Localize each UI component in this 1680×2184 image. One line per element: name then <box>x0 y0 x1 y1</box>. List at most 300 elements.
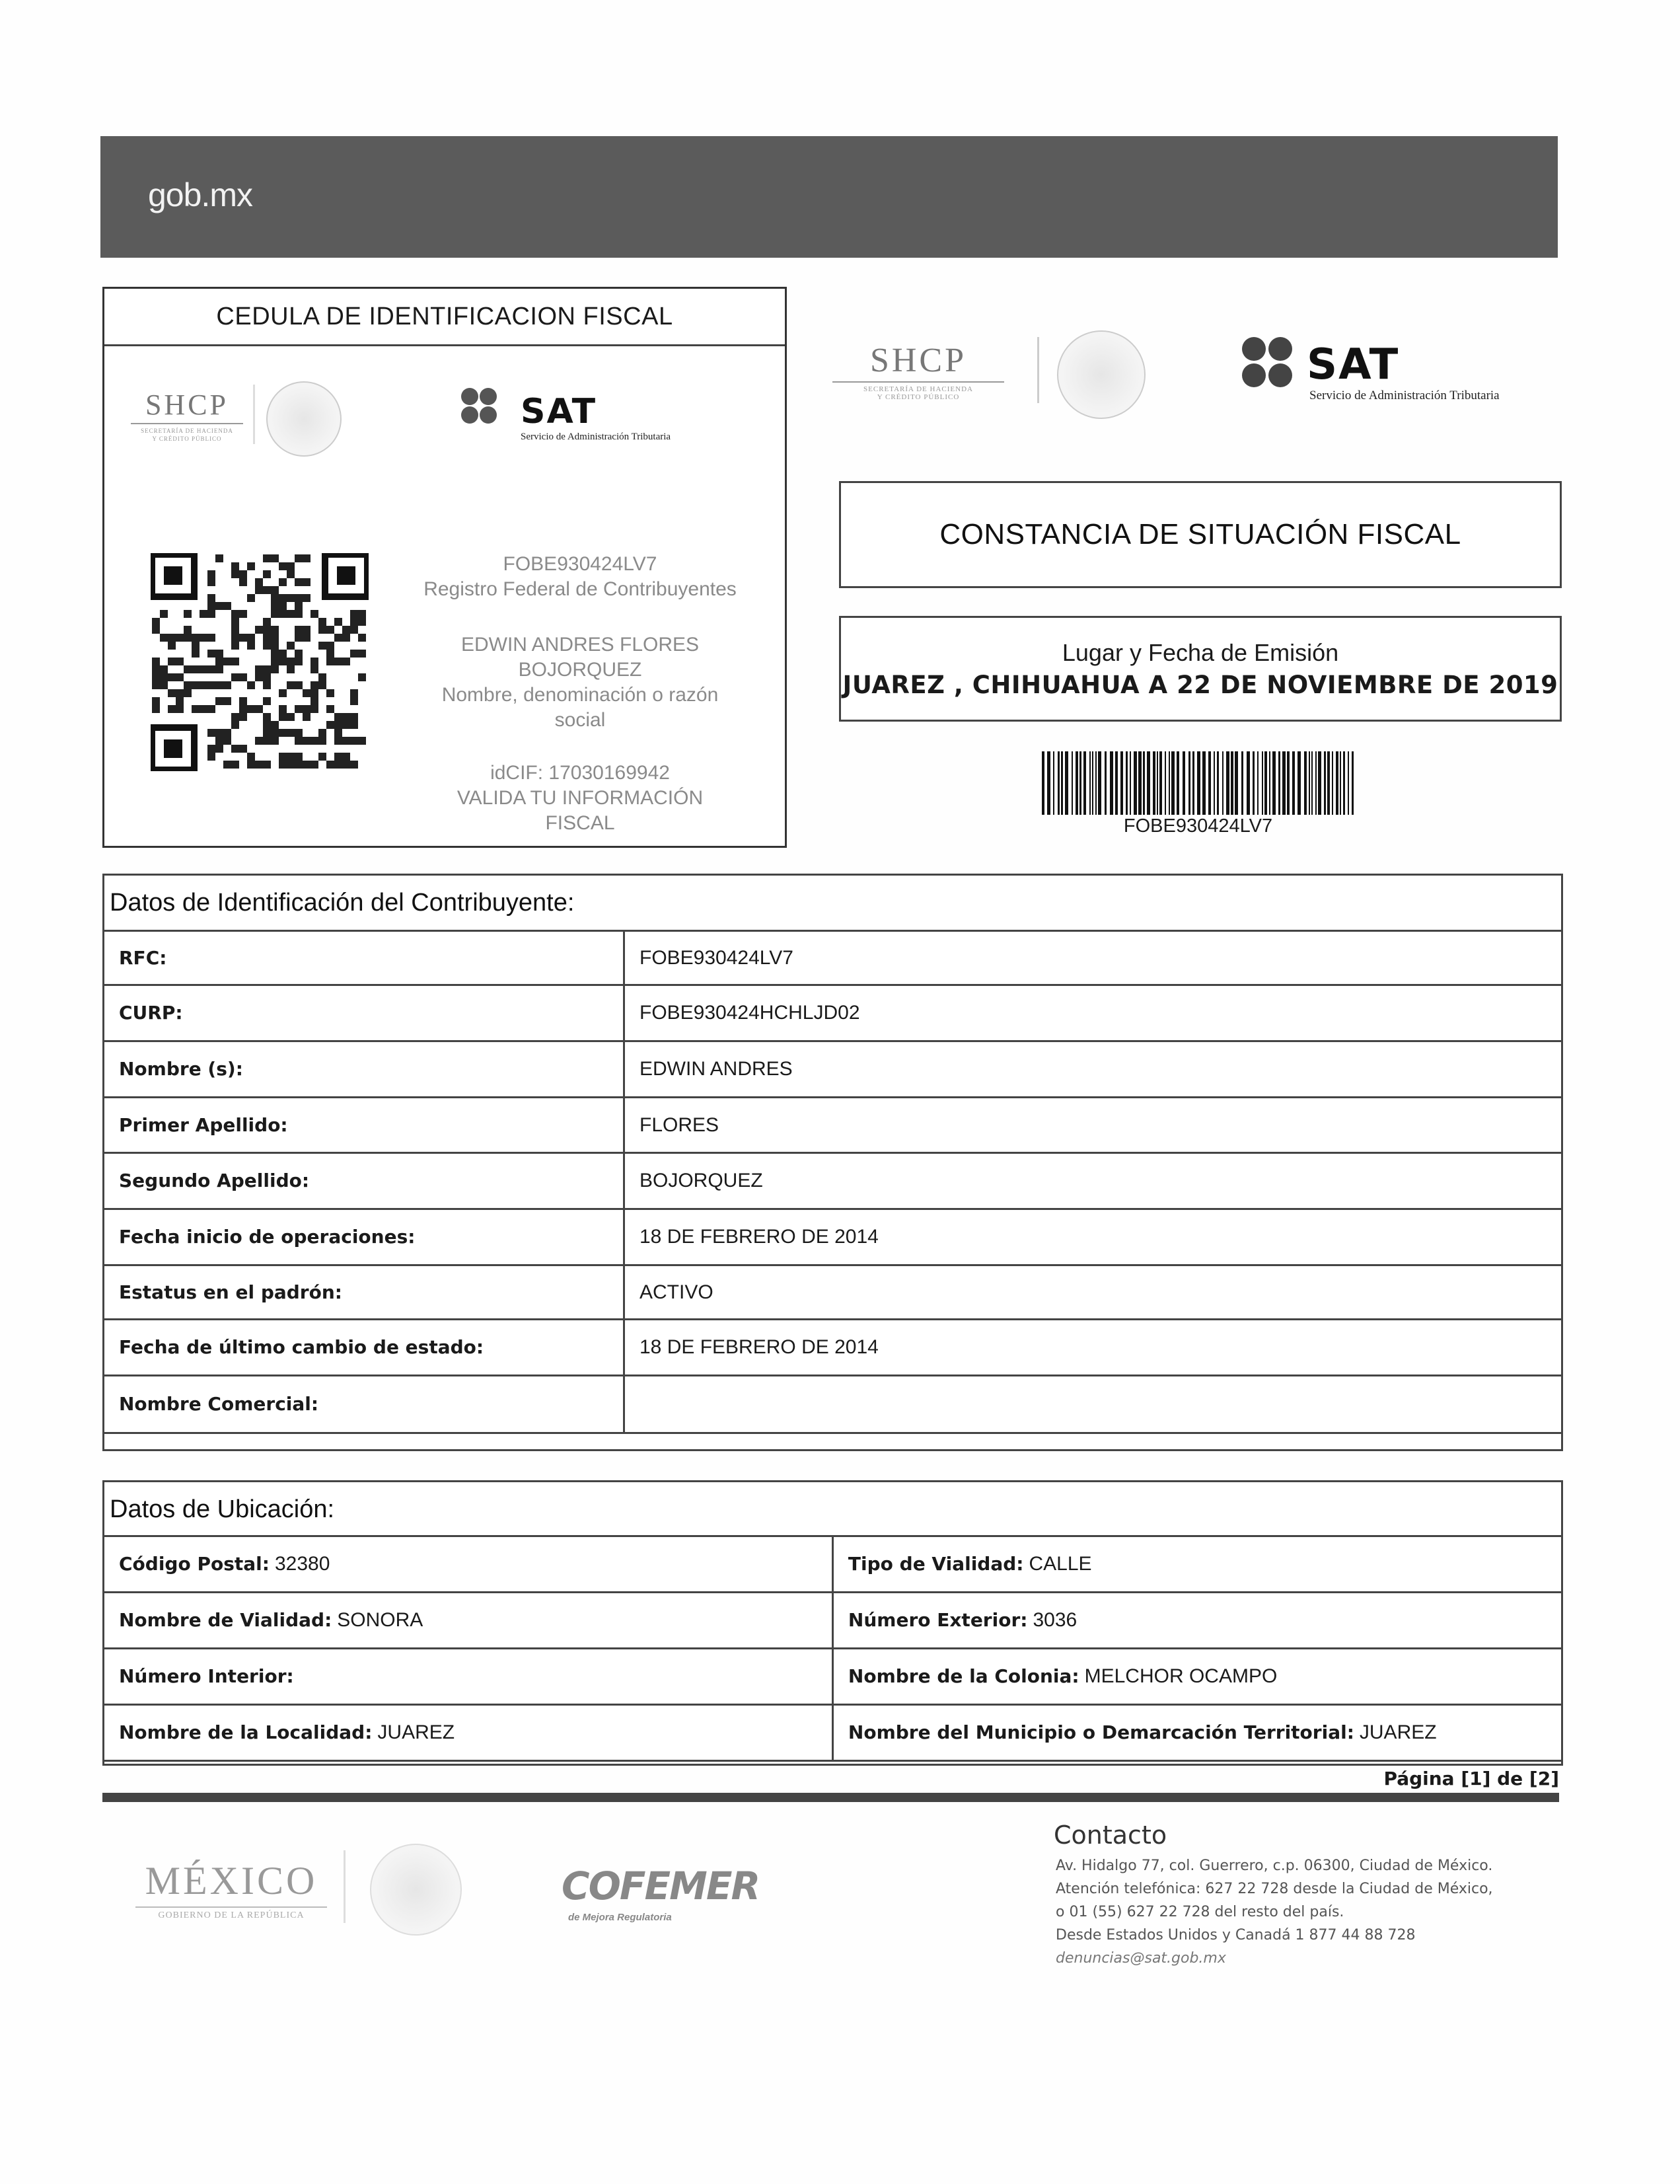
barcode-text: FOBE930424LV7 <box>1123 815 1273 837</box>
field-value: BOJORQUEZ <box>639 1170 763 1191</box>
barcode-bar <box>1217 751 1219 815</box>
qr-module <box>231 713 239 721</box>
table-row <box>104 1209 1562 1265</box>
qr-module <box>271 594 279 602</box>
cedula-card <box>102 287 787 848</box>
qr-module <box>310 610 318 618</box>
constancia-title: CONSTANCIA DE SITUACIÓN FISCAL <box>939 518 1461 550</box>
qr-module <box>279 729 287 737</box>
qr-module <box>350 697 358 705</box>
qr-module <box>255 578 263 586</box>
qr-module <box>334 618 342 626</box>
qr-module <box>231 562 239 570</box>
sat-logo-text: SAT <box>1307 340 1400 389</box>
field-label: Primer Apellido: <box>119 1113 288 1136</box>
field-label: Nombre de la Localidad: <box>119 1721 373 1743</box>
qr-module <box>310 705 318 713</box>
qr-module <box>168 689 176 697</box>
barcode-bar <box>1153 751 1155 815</box>
qr-module <box>168 673 176 681</box>
qr-module <box>263 665 271 673</box>
qr-module <box>303 594 310 602</box>
qr-module <box>295 737 303 745</box>
cedula-rfc: FOBE930424LV7 <box>503 553 657 575</box>
qr-module <box>184 634 192 642</box>
contact-email[interactable]: denuncias@sat.gob.mx <box>1056 1950 1226 1967</box>
qr-module <box>184 665 192 673</box>
barcode-bar <box>1269 751 1270 815</box>
qr-module <box>231 761 239 769</box>
barcode-bar <box>1282 751 1286 815</box>
barcode-bar <box>1292 751 1295 815</box>
qr-module <box>223 729 231 737</box>
barcode-bar <box>1089 751 1091 815</box>
barcode-bar <box>1065 751 1068 815</box>
barcode-bar <box>1095 751 1097 815</box>
qr-module <box>231 618 239 626</box>
qr-module <box>263 626 271 634</box>
qr-module <box>263 713 271 721</box>
qr-module <box>342 737 350 745</box>
barcode-bar <box>1287 751 1290 815</box>
qr-module <box>279 713 287 721</box>
qr-module <box>303 737 310 745</box>
qr-module <box>192 681 200 689</box>
qr-module <box>223 697 231 705</box>
field-value: SONORA <box>337 1609 423 1631</box>
barcode-bar <box>1188 751 1190 815</box>
qr-module <box>263 697 271 705</box>
sat-subtitle: Servicio de Administración Tributaria <box>1309 389 1500 402</box>
qr-module <box>160 634 168 642</box>
field-value: 32380 <box>274 1553 330 1575</box>
emission-label: Lugar y Fecha de Emisión <box>1062 639 1339 666</box>
qr-module <box>350 761 358 769</box>
qr-module <box>295 602 303 610</box>
qr-module <box>207 705 215 713</box>
qr-module <box>239 578 247 586</box>
qr-module <box>279 594 287 602</box>
qr-module <box>342 626 350 634</box>
qr-module <box>303 554 310 562</box>
qr-module <box>255 705 263 713</box>
barcode-bar <box>1253 751 1255 815</box>
qr-module <box>279 610 287 618</box>
field-label: Nombre Comercial: <box>119 1393 319 1415</box>
national-seal-icon <box>266 381 342 457</box>
qr-module <box>326 650 334 658</box>
qr-module <box>184 610 192 618</box>
qr-module <box>168 642 176 650</box>
qr-module <box>279 650 287 658</box>
field-label: Fecha inicio de operaciones: <box>119 1226 416 1248</box>
field-value: FLORES <box>639 1113 719 1136</box>
table-row <box>104 1593 1562 1649</box>
table-row <box>104 1649 1562 1705</box>
cedula-validate-2[interactable]: FISCAL <box>545 812 615 834</box>
qr-module <box>215 697 223 705</box>
ubicacion-title: Datos de Ubicación: <box>110 1495 335 1523</box>
qr-module <box>318 753 326 761</box>
barcode-bar <box>1202 751 1206 815</box>
qr-module <box>152 665 160 673</box>
qr-module <box>271 642 279 650</box>
cedula-rfc-label: Registro Federal de Contribuyentes <box>423 578 737 600</box>
qr-module <box>271 721 279 729</box>
field-label: Número Interior: <box>119 1665 294 1687</box>
qr-module <box>223 681 231 689</box>
contact-title: Contacto <box>1054 1821 1167 1850</box>
logo-divider <box>1037 337 1039 403</box>
qr-module <box>303 689 310 697</box>
qr-module <box>350 650 358 658</box>
barcode-bar <box>1047 751 1050 815</box>
qr-module <box>263 681 271 689</box>
field-value: 18 DE FEBRERO DE 2014 <box>639 1226 879 1248</box>
table-row <box>104 1098 1562 1153</box>
barcode-bar <box>1126 751 1128 815</box>
qr-module <box>207 665 215 673</box>
barcode-bar <box>1343 751 1345 815</box>
pagination: Página [1] de [2] <box>1383 1768 1559 1789</box>
qr-module <box>184 626 192 634</box>
qr-module <box>287 562 295 570</box>
qr-module <box>303 626 310 634</box>
barcode-bar <box>1348 751 1349 815</box>
qr-module <box>271 554 279 562</box>
barcode-bar <box>1311 751 1313 815</box>
barcode-bar <box>1241 751 1243 815</box>
qr-module <box>287 681 295 689</box>
qr-module <box>247 761 255 769</box>
qr-module <box>350 713 358 721</box>
cedula-idcif: idCIF: 17030169942 <box>490 762 670 784</box>
qr-module <box>342 713 350 721</box>
qr-module <box>295 729 303 737</box>
qr-module <box>231 642 239 650</box>
qr-module <box>358 618 366 626</box>
qr-module <box>295 658 303 665</box>
qr-module <box>295 650 303 658</box>
qr-module <box>271 610 279 618</box>
qr-module <box>271 737 279 745</box>
qr-module <box>231 658 239 665</box>
qr-module <box>207 634 215 642</box>
qr-module <box>318 737 326 745</box>
qr-module <box>295 626 303 634</box>
qr-module <box>318 618 326 626</box>
barcode-bar <box>1231 751 1233 815</box>
field-value: EDWIN ANDRES <box>639 1058 793 1080</box>
barcode-bar <box>1309 751 1310 815</box>
qr-module <box>215 729 223 737</box>
qr-module <box>231 634 239 642</box>
qr-module <box>342 634 350 642</box>
qr-module <box>334 634 342 642</box>
qr-module <box>358 737 366 745</box>
qr-module <box>231 570 239 578</box>
qr-module <box>334 753 342 761</box>
ubicacion-section <box>102 1480 1563 1766</box>
barcode-bar <box>1079 751 1081 815</box>
qr-module <box>200 634 207 642</box>
qr-module <box>326 721 334 729</box>
barcode-bar <box>1214 751 1215 815</box>
field-label: Tipo de Vialidad: <box>848 1553 1024 1575</box>
field-value: 18 DE FEBRERO DE 2014 <box>639 1336 879 1358</box>
contact-address: Av. Hidalgo 77, col. Guerrero, c.p. 06300, Ciudad de México. <box>1056 1858 1493 1874</box>
barcode-bar <box>1183 751 1185 815</box>
barcode-bar <box>1120 751 1123 815</box>
qr-module <box>326 761 334 769</box>
qr-module <box>239 634 247 642</box>
field-value: FOBE930424HCHLJD02 <box>639 1002 860 1024</box>
qr-module <box>358 610 366 618</box>
qr-module <box>279 705 287 713</box>
qr-module <box>271 665 279 673</box>
contact-phone-usa: Desde Estados Unidos y Canadá 1 877 44 88 728 <box>1056 1927 1416 1943</box>
qr-module <box>247 562 255 570</box>
qr-module <box>255 673 263 681</box>
qr-module <box>334 761 342 769</box>
field-label: Número Exterior: <box>848 1609 1028 1631</box>
qr-module <box>231 626 239 634</box>
cofemer-logo: COFEMER <box>562 1864 760 1908</box>
table-row <box>104 931 1562 985</box>
qr-module <box>255 586 263 594</box>
barcode-bar <box>1061 751 1063 815</box>
qr-module <box>255 761 263 769</box>
qr-module <box>287 729 295 737</box>
barcode-bar <box>1169 751 1170 815</box>
field-value: FOBE930424LV7 <box>639 946 793 969</box>
cedula-validate-1[interactable]: VALIDA TU INFORMACIÓN <box>457 787 704 809</box>
qr-module <box>255 626 263 634</box>
constancia-box <box>839 481 1562 588</box>
table-row <box>104 985 1562 1041</box>
qr-module <box>279 602 287 610</box>
qr-module <box>271 658 279 665</box>
qr-module <box>334 721 342 729</box>
qr-module <box>303 713 310 721</box>
qr-module <box>295 705 303 713</box>
gob-mx-logo[interactable]: gob.mx <box>148 176 252 213</box>
emission-box <box>839 616 1562 722</box>
qr-module <box>263 673 271 681</box>
barcode-bar <box>1098 751 1101 815</box>
qr-module <box>215 665 223 673</box>
qr-module <box>207 745 215 753</box>
field-label: Fecha de último cambio de estado: <box>119 1336 484 1358</box>
table-row <box>104 1153 1562 1209</box>
qr-module <box>326 658 334 665</box>
qr-module <box>255 665 263 673</box>
cedula-name-label-1: Nombre, denominación o razón <box>441 684 719 706</box>
qr-module <box>326 705 334 713</box>
qr-module <box>223 658 231 665</box>
qr-module <box>184 681 192 689</box>
barcode-bar <box>1143 751 1145 815</box>
qr-module <box>310 658 318 665</box>
qr-module <box>207 578 215 586</box>
qr-module <box>279 753 287 761</box>
qr-module <box>215 658 223 665</box>
field-label: Nombre de la Colonia: <box>848 1665 1079 1687</box>
qr-module <box>287 761 295 769</box>
qr-module <box>334 737 342 745</box>
qr-module <box>295 681 303 689</box>
qr-module <box>184 689 192 697</box>
qr-module <box>287 594 295 602</box>
barcode-bar <box>1197 751 1200 815</box>
qr-module <box>287 570 295 578</box>
qr-module <box>263 554 271 562</box>
qr-module <box>231 745 239 753</box>
qr-module <box>176 673 184 681</box>
qr-module <box>176 697 184 705</box>
barcode-bar <box>1083 751 1086 815</box>
barcode-bar <box>1208 751 1211 815</box>
barcode-bar <box>1076 751 1078 815</box>
qr-module <box>152 697 160 705</box>
cedula-name-label-2: social <box>554 709 606 731</box>
qr-module <box>231 721 239 729</box>
qr-module <box>310 737 318 745</box>
qr-module <box>247 594 255 602</box>
qr-module <box>215 745 223 753</box>
barcode-bar <box>1159 751 1162 815</box>
table-row <box>104 1376 1562 1433</box>
qr-module <box>263 761 271 769</box>
qr-module <box>247 642 255 650</box>
qr-module <box>263 618 271 626</box>
qr-module <box>207 602 215 610</box>
qr-module <box>176 634 184 642</box>
field-value: MELCHOR OCAMPO <box>1084 1665 1278 1687</box>
barcode-bar <box>1134 751 1137 815</box>
qr-module <box>200 610 207 618</box>
table-row <box>104 1536 1562 1593</box>
qr-module <box>271 634 279 642</box>
qr-module <box>350 618 358 626</box>
qr-module <box>247 634 255 642</box>
qr-module <box>287 658 295 665</box>
field-value: 3036 <box>1033 1609 1077 1631</box>
qr-module <box>271 626 279 634</box>
qr-module <box>310 761 318 769</box>
qr-module <box>239 610 247 618</box>
qr-module <box>358 634 366 642</box>
barcode-bar <box>1257 751 1259 815</box>
qr-module <box>192 650 200 658</box>
qr-module <box>279 658 287 665</box>
barcode-bar <box>1247 751 1250 815</box>
qr-module <box>279 689 287 697</box>
qr-module <box>215 737 223 745</box>
qr-module <box>192 642 200 650</box>
qr-module <box>342 753 350 761</box>
qr-module <box>279 578 287 586</box>
sat-dots-icon <box>1242 337 1295 390</box>
qr-module <box>310 665 318 673</box>
qr-module <box>342 721 350 729</box>
qr-module <box>295 761 303 769</box>
qr-module <box>310 681 318 689</box>
qr-module <box>295 753 303 761</box>
qr-module <box>223 737 231 745</box>
barcode-bar <box>1092 751 1093 815</box>
barcode-bar <box>1272 751 1276 815</box>
national-seal-icon <box>1057 330 1146 419</box>
qr-module <box>263 721 271 729</box>
qr-module <box>326 689 334 697</box>
ubicacion-table <box>102 1535 1563 1762</box>
qr-module <box>160 681 168 689</box>
qr-module <box>287 753 295 761</box>
qr-module <box>223 602 231 610</box>
barcode-bar <box>1264 751 1267 815</box>
logo-divider <box>253 385 255 444</box>
barcode-bar <box>1138 751 1142 815</box>
qr-module <box>192 634 200 642</box>
qr-module <box>342 658 350 665</box>
qr-module <box>247 705 255 713</box>
sat-subtitle: Servicio de Administración Tributaria <box>521 432 671 442</box>
qr-module <box>207 610 215 618</box>
barcode-bar <box>1157 751 1158 815</box>
footer-divider <box>102 1793 1559 1802</box>
qr-module <box>192 705 200 713</box>
field-label: Nombre (s): <box>119 1058 243 1080</box>
barcode-bar <box>1318 751 1321 815</box>
qr-module <box>295 554 303 562</box>
qr-module <box>215 681 223 689</box>
barcode-bar <box>1352 751 1354 815</box>
qr-module <box>215 554 223 562</box>
field-label: Nombre del Municipio o Demarcación Territorial: <box>848 1721 1354 1743</box>
field-value: JUAREZ <box>377 1721 455 1743</box>
qr-module <box>263 729 271 737</box>
qr-module <box>350 689 358 697</box>
qr-module <box>271 729 279 737</box>
qr-module <box>255 737 263 745</box>
qr-module <box>239 697 247 705</box>
qr-module <box>152 673 160 681</box>
barcode-bar <box>1058 751 1060 815</box>
qr-module <box>318 729 326 737</box>
barcode-bar <box>1226 751 1229 815</box>
qr-module <box>207 729 215 737</box>
qr-module <box>207 650 215 658</box>
qr-module <box>279 562 287 570</box>
qr-module <box>207 594 215 602</box>
qr-module <box>152 618 160 626</box>
barcode-bar <box>1110 751 1113 815</box>
field-value: ACTIVO <box>639 1281 713 1303</box>
field-label: RFC: <box>119 946 167 969</box>
qr-module <box>295 634 303 642</box>
qr-module <box>263 642 271 650</box>
qr-module <box>263 634 271 642</box>
barcode-bar <box>1177 751 1179 815</box>
table-row <box>104 1041 1562 1098</box>
qr-module <box>303 634 310 642</box>
field-label: Estatus en el padrón: <box>119 1281 342 1303</box>
barcode-bar <box>1336 751 1338 815</box>
field-value: JUAREZ <box>1359 1721 1437 1743</box>
qr-module <box>295 610 303 618</box>
barcode-bar <box>1042 751 1044 815</box>
